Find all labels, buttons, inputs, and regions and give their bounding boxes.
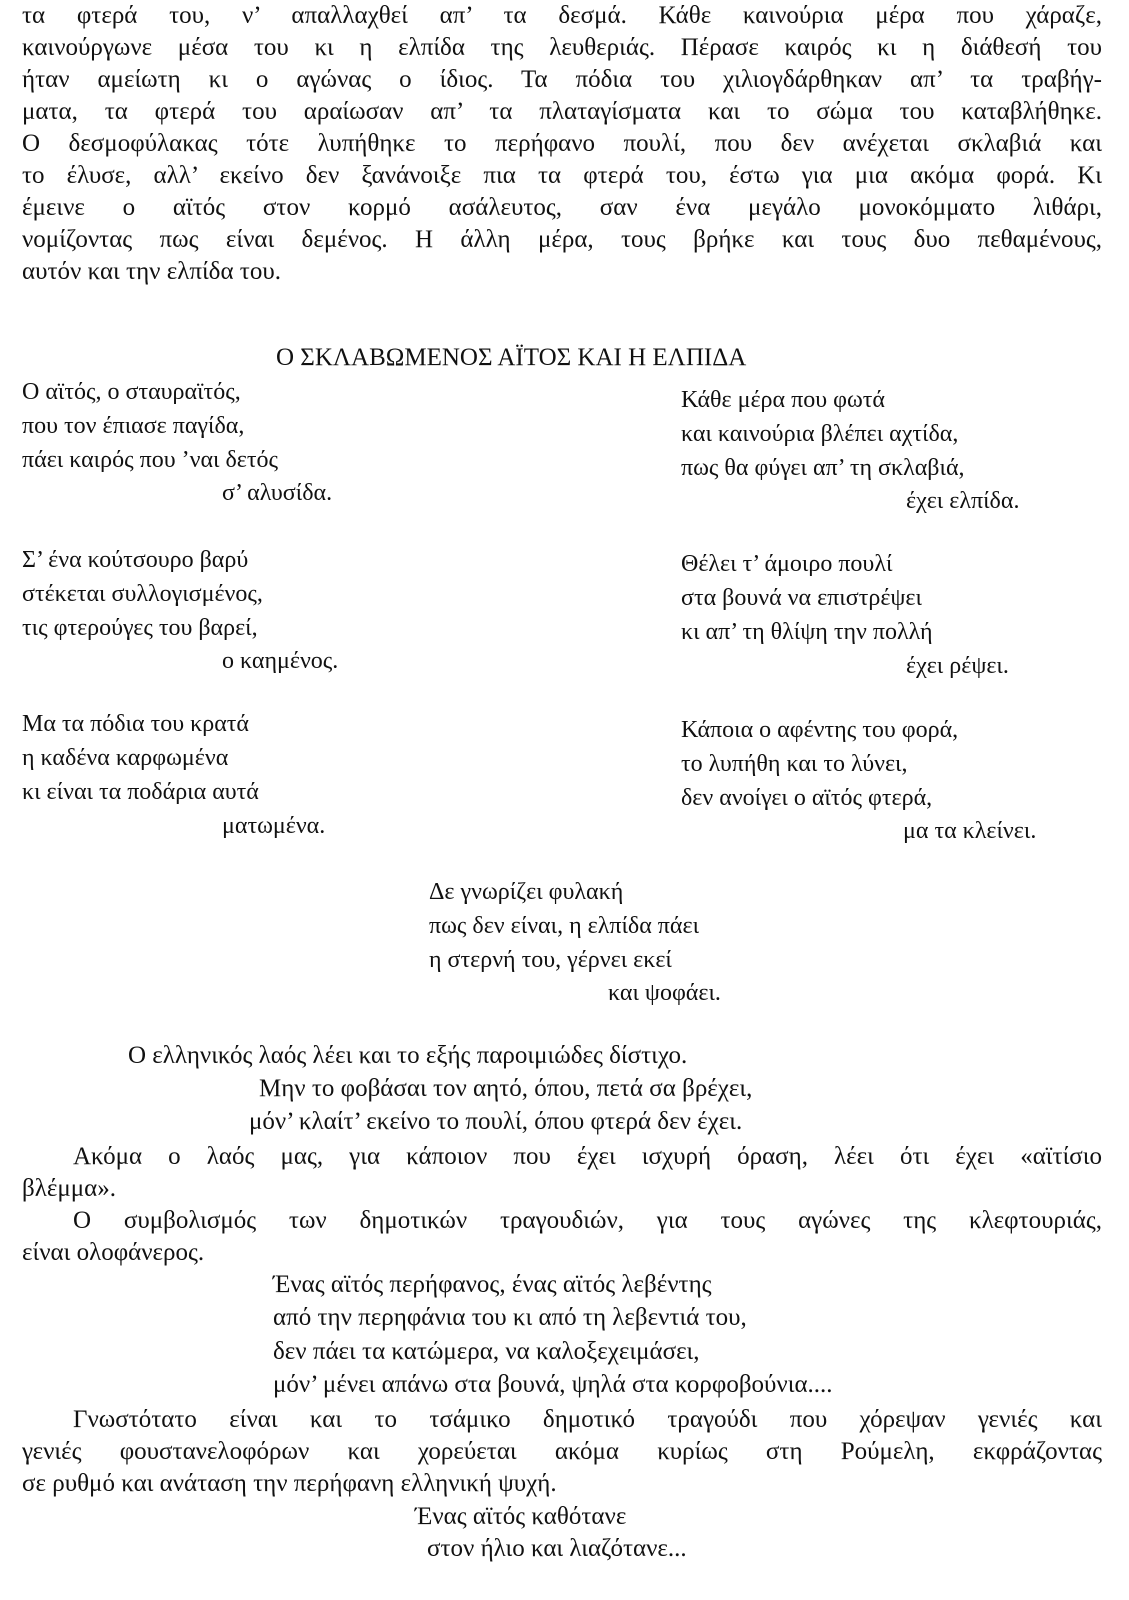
verse-line: Σ’ ένα κούτσουρο βαρύ	[22, 547, 249, 573]
verse-line: Ένας αϊτός περήφανος, ένας αϊτός λεβέντης	[273, 1271, 712, 1298]
verse-line: Ένας αϊτός καθότανε	[415, 1503, 627, 1530]
text-line: καινούργωνε μέσα του κι η ελπίδα της λευθεριάς. Πέρασε καιρός κι η διάθεσή του	[22, 34, 1102, 61]
verse-line: πάει καιρός που ’ναι δετός	[22, 447, 279, 473]
verse-line: το λυπήθη και το λύνει,	[681, 751, 908, 777]
verse-line: μόν’ μένει απάνω στα βουνά, ψηλά στα κορφοβούνια....	[273, 1371, 833, 1398]
text-line: Ακόμα ο λαός μας, για κάποιον που έχει ισχυρή όραση, λέει ότι έχει «αϊτίσιο	[73, 1143, 1102, 1170]
verse-line: η καδένα καρφωμένα	[22, 745, 229, 771]
verse-line: σ’ αλυσίδα.	[222, 480, 333, 506]
verse-line: έχει ρέψει.	[906, 653, 1009, 679]
verse-line: και καινούρια βλέπει αχτίδα,	[681, 421, 959, 447]
verse-line: η στερνή του, γέρνει εκεί	[429, 947, 672, 973]
text-line: νομίζοντας πως είναι δεμένος. Η άλλη μέρα, τους βρήκε και τους δυο πεθαμένους,	[22, 226, 1102, 253]
verse-line: από την περηφάνια του κι από τη λεβεντιά του,	[273, 1304, 747, 1331]
text-line: σε ρυθμό και ανάταση την περήφανη ελληνική ψυχή.	[22, 1470, 557, 1497]
verse-line: που τον έπιασε παγίδα,	[22, 413, 245, 439]
verse-line: Μα τα πόδια του κρατά	[22, 711, 249, 737]
verse-line: κι είναι τα ποδάρια αυτά	[22, 779, 259, 805]
text-line: ήταν αμείωτη κι ο αγώνας ο ίδιος. Τα πόδια του χιλιογδάρθηκαν απ’ τα τραβήγ-	[22, 66, 1102, 93]
proverb-intro: Ο ελληνικός λαός λέει και το εξής παροιμιώδες δίστιχο.	[128, 1042, 688, 1069]
verse-line: Μην το φοβάσαι τον αητό, όπου, πετά σα βρέχει,	[259, 1075, 753, 1102]
verse-line: Κάθε μέρα που φωτά	[681, 387, 885, 413]
verse-line: πως δεν είναι, η ελπίδα πάει	[429, 913, 700, 939]
text-line: Ο συμβολισμός των δημοτικών τραγουδιών, για τους αγώνες της κλεφτουριάς,	[73, 1207, 1102, 1234]
text-line: το έλυσε, αλλ’ εκείνο δεν ξανάνοιξε πια τα φτερά του, έστω για μια ακόμα φορά. Κι	[22, 162, 1102, 189]
text-line: βλέμμα».	[22, 1175, 116, 1202]
text-line: αυτόν και την ελπίδα του.	[22, 258, 281, 285]
verse-line: ο καημένος.	[222, 648, 339, 674]
verse-line: στέκεται συλλογισμένος,	[22, 581, 263, 607]
verse-line: μα τα κλείνει.	[903, 818, 1037, 844]
verse-line: τις φτερούγες του βαρεί,	[22, 615, 258, 641]
text-line: ματα, τα φτερά του αραίωσαν απ’ τα πλαταγίσματα και το σώμα του καταβλήθηκε.	[22, 98, 1102, 125]
verse-line: στα βουνά να επιστρέψει	[681, 585, 922, 611]
text-line: είναι ολοφάνερος.	[22, 1239, 205, 1266]
verse-line: μόν’ κλαίτ’ εκείνο το πουλί, όπου φτερά δεν έχει.	[249, 1108, 743, 1135]
verse-line: Κάποια ο αφέντης του φορά,	[681, 717, 959, 743]
text-line: γενιές φουστανελοφόρων και χορεύεται ακόμα κυρίως στη Ρούμελη, εκφράζοντας	[22, 1438, 1102, 1465]
text-line: τα φτερά του, ν’ απαλλαχθεί απ’ τα δεσμά. Κάθε καινούρια μέρα που χάραζε,	[22, 2, 1102, 29]
verse-line: ματωμένα.	[222, 813, 326, 839]
verse-line: κι απ’ τη θλίψη την πολλή	[681, 619, 933, 645]
text-line: Ο δεσμοφύλακας τότε λυπήθηκε το περήφανο πουλί, που δεν ανέχεται σκλαβιά και	[22, 130, 1102, 157]
text-line: Γνωστότατο είναι και το τσάμικο δημοτικό τραγούδι που χόρεψαν γενιές και	[73, 1406, 1102, 1433]
verse-line: έχει ελπίδα.	[906, 488, 1020, 514]
verse-line: και ψοφάει.	[608, 980, 721, 1006]
verse-line: Θέλει τ’ άμοιρο πουλί	[681, 551, 893, 577]
text-line: έμεινε ο αϊτός στον κορμό ασάλευτος, σαν ένα μεγάλο μονοκόμματο λιθάρι,	[22, 194, 1102, 221]
verse-line: πως θα φύγει απ’ τη σκλαβιά,	[681, 455, 965, 481]
verse-line: στον ήλιο και λιαζότανε...	[427, 1535, 687, 1562]
poem-title: Ο ΣΚΛΑΒΩΜΕΝΟΣ ΑΪΤΟΣ ΚΑΙ Η ΕΛΠΙΔΑ	[276, 344, 747, 371]
verse-line: Δε γνωρίζει φυλακή	[429, 879, 624, 905]
verse-line: δεν ανοίγει ο αϊτός φτερά,	[681, 785, 933, 811]
verse-line: Ο αϊτός, ο σταυραϊτός,	[22, 379, 241, 405]
verse-line: δεν πάει τα κατώμερα, να καλοξεχειμάσει,	[273, 1338, 700, 1365]
